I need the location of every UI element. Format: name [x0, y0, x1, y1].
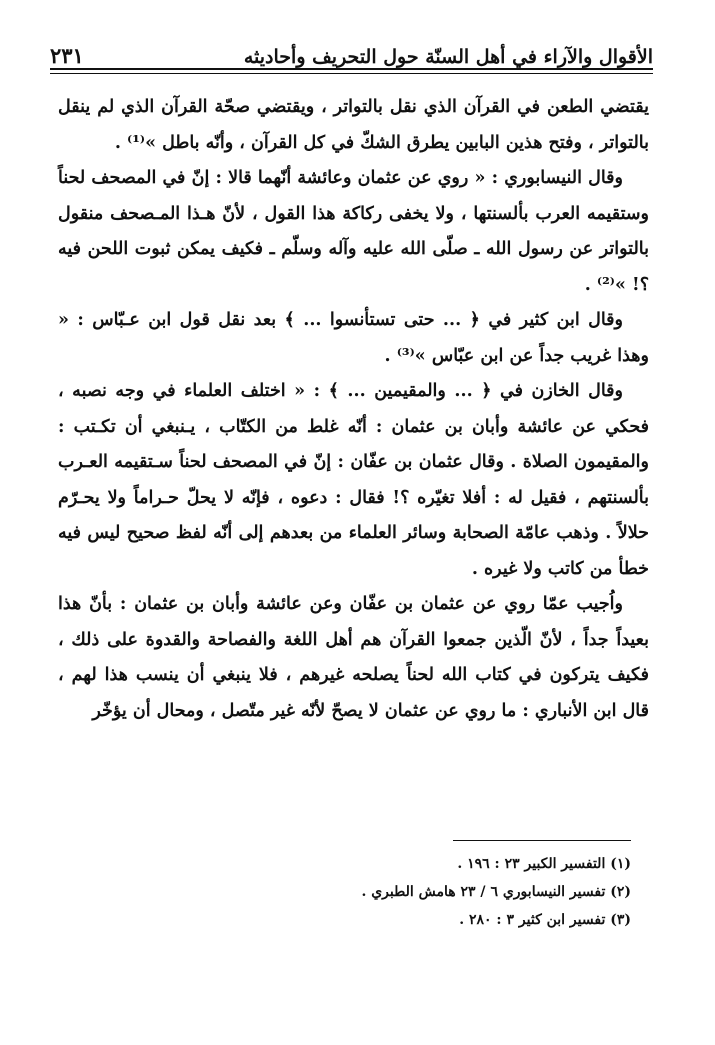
main-text: [58, 90, 649, 729]
footnotes: [200, 850, 631, 934]
paragraph-3: وقال ابن كثير في ﴿ ... حتى تستأنسوا ... ﴾ بعد نقل قول ابن عـبّاس : « وهذا غريب جداً عن ابن عبّاس »⁽³⁾ .: [58, 310, 649, 366]
running-header: [50, 34, 653, 68]
paragraph-1: يقتضي الطعن في القرآن الذي نقل بالتواتر ، ويقتضي صحّة القرآن الذي لم ينقل بالتواتر ، وفتح هذين البابين يطرق الشكّ في كل القرآن ، وأنّه باطل »⁽¹⁾ .: [58, 97, 649, 153]
paragraph-2: وقال النيسابوري : « روي عن عثمان وعائشة أنّهما قالا : إنّ في المصحف لحناً وستقيمه العرب بألسنتها ، ولا يخفى ركاكة هذا القول ، لأنّ هـذا المـصحف منقول بالتواتر عن رسول الله ـ صلّى الله عليه وآله وسلّم ـ فكيف يمكن ثبوت اللحن فيه ؟! »⁽²⁾ .: [58, 168, 649, 295]
footnote-1: (١) التفسير الكبير ٢٣ : ١٩٦ .: [457, 856, 631, 872]
footnote-2: (٢) تفسير النيسابوري ٦ / ٢٣ هامش الطبري .: [361, 884, 631, 900]
running-header-title: الأقوال والآراء في أهل السنّة حول التحريف وأحاديثه: [243, 46, 653, 68]
paragraph-5: واُجيب عمّا روي عن عثمان بن عفّان وعن عائشة وأبان بن عثمان : بأنّ هذا بعيداً جداً ، لأنّ الّذين جمعوا القرآن هم أهل اللغة والفصاحة والقدوة على ذلك ، فكيف يتركون في كتاب الله لحناً يصلحه غيرهم ، فلا ينبغي أن ينسب هذا لهم ، قال ابن الأنباري : ما روي عن عثمان لا يصحّ لأنّه غير متّصل ، ومحال أن يؤخّر: [58, 594, 649, 721]
page-number: ٢٣١: [50, 43, 84, 68]
header-rule-thin: [50, 73, 653, 74]
footnote-separator: [453, 840, 631, 841]
header-rule-thick: [50, 68, 653, 70]
footnote-3: (٣) تفسير ابن كثير ٣ : ٢٨٠ .: [459, 912, 631, 928]
paragraph-4: وقال الخازن في ﴿ ... والمقيمين ... ﴾ : « اختلف العلماء في وجه نصبه ، فحكي عن عائشة وأبان بن عثمان : أنّه غلط من الكتّاب ، يـنبغي أن تكـتب : والمقيمون الصلاة . وقال عثمان بن عفّان : إنّ في المصحف لحناً سـتقيمه العـرب بألسنتهم ، فقيل له : أفلا تغيّره ؟! فقال : دعوه ، فإنّه لا يحلّ حـراماً ولا يحـرّم حلالاً . وذهب عامّة الصحابة وسائر العلماء من بعدهم إلى أنّه لفظ صحيح ليس فيه خطأ من كاتب ولا غيره .: [58, 381, 649, 579]
